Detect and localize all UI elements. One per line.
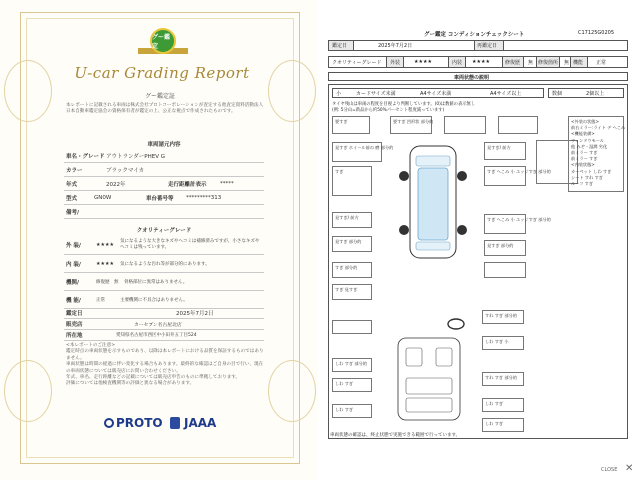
damage-box bbox=[332, 166, 372, 196]
document-id: C17125G0205 bbox=[578, 30, 614, 36]
notes-header: <本レポートのご注意> bbox=[66, 343, 116, 348]
table-row bbox=[64, 274, 264, 291]
damage-note: すぎ 部分的 bbox=[335, 265, 358, 270]
proto-logo: PROTO bbox=[116, 416, 163, 430]
certificate-title: U-car Grading Report bbox=[74, 64, 250, 82]
damage-note: すぎ bbox=[335, 169, 344, 174]
note-item: 鑑定時点の車両状態を示すものであり、以降は本レポートにおける品質を保証するものではありません。 bbox=[66, 349, 264, 361]
damage-box bbox=[484, 142, 526, 160]
row-value: GN0W bbox=[94, 195, 112, 201]
damage-note: しわ すぎ 部分的 bbox=[335, 361, 367, 366]
row-value: 気になるような大きなキズやヘコミは補修済みですが、小さなキズやヘコミは残っています。 bbox=[120, 239, 260, 250]
row-value: ブラックマイカ bbox=[106, 168, 145, 174]
table-row bbox=[64, 164, 264, 177]
damage-box bbox=[484, 262, 526, 278]
proto-logo-icon bbox=[104, 418, 114, 428]
row-label: 鑑定日 bbox=[66, 311, 83, 317]
row-label: 車名・グレード bbox=[66, 154, 105, 160]
row-label: 所在地 bbox=[66, 333, 83, 339]
damage-note: 見すぎ 部分的 bbox=[487, 243, 514, 248]
row-value: 骨格部位に異常はありません。 bbox=[124, 280, 188, 285]
damage-box bbox=[482, 310, 524, 324]
repaired-label: 修復箇所 bbox=[538, 60, 559, 66]
row-value: 愛知県名古屋市西区中小田井五丁目524 bbox=[116, 333, 197, 338]
certificate-intro: 本レポートに記載される車両は株式会社プロトコーポレーションが査定する他査定資料活動法人日本自動車鑑定協会の資格保有者が鑑定の上、公正な視点で作成されたものです。 bbox=[66, 103, 264, 115]
exterior-stars: ★★★★ bbox=[96, 242, 114, 248]
damage-note: しわ すぎ bbox=[485, 401, 504, 406]
grading-certificate bbox=[0, 0, 318, 480]
row-value: *********313 bbox=[186, 195, 222, 201]
damage-box bbox=[498, 116, 538, 134]
row-value: 2022年 bbox=[106, 182, 126, 188]
quality-label: クオリティーグレード bbox=[332, 60, 382, 66]
row-label: 外 装/ bbox=[66, 243, 81, 249]
row-value: 主要機関に不具合はありません。 bbox=[120, 298, 188, 303]
vehicle-section-title: 車両諸元内容 bbox=[147, 142, 181, 148]
size-card: カードサイズ未満 bbox=[356, 91, 396, 97]
side-notes-box bbox=[568, 116, 624, 192]
damage-note: 要すぎ 凹形状 部分的 bbox=[393, 119, 434, 124]
side-notes: <外装の状態> 前右ミラー:ライト デ へこみ <機能装備> ウィンドウモール 他 みぞ・湿潤 劣化 前ミラー すぎ 前ミラー すぎ <内装状態> カーペット しわ すぎ シート すれ すぎ ルーフ すぎ bbox=[571, 119, 626, 187]
certificate-notes bbox=[66, 343, 264, 388]
damage-box bbox=[332, 378, 372, 392]
badge-text: グー鑑定 bbox=[152, 34, 171, 50]
steering-wheel-icon bbox=[446, 318, 466, 330]
row-label: 機 能/ bbox=[66, 298, 81, 304]
damage-note: すぎ へこみ 小 エッジすぎ 部分的 bbox=[487, 217, 551, 222]
damage-note: 見すぎ/ 前方 bbox=[335, 215, 359, 220]
row-value: 修復歴 bbox=[96, 280, 110, 285]
count-label: 数個 bbox=[552, 91, 563, 97]
table-row bbox=[64, 256, 264, 273]
damage-box bbox=[390, 116, 432, 134]
ornament bbox=[4, 60, 52, 122]
explain-title: 車両状態の説明 bbox=[454, 75, 490, 81]
damage-note: 見すぎ ホイール前の 磨 部分的 bbox=[335, 145, 394, 150]
damage-box bbox=[482, 372, 524, 386]
table-row bbox=[64, 192, 264, 205]
row-label: 機関/ bbox=[66, 280, 80, 286]
row-value: 正常 bbox=[96, 298, 105, 303]
repair-value: 無 bbox=[528, 60, 534, 66]
date-label: 鑑定日 bbox=[332, 43, 348, 49]
condition-check-sheet bbox=[324, 0, 640, 480]
exterior-stars: ★★★★ bbox=[414, 59, 432, 65]
sheet-footer: 車両状態の確認は、終止状態で実施できる範囲で行っています。 bbox=[330, 433, 461, 438]
ornament bbox=[268, 360, 316, 422]
interior-stars: ★★★★ bbox=[472, 59, 490, 65]
damage-note: 要すぎ bbox=[335, 119, 348, 124]
table-row bbox=[64, 308, 264, 319]
damage-note: すれ すぎ 部分的 bbox=[485, 375, 517, 380]
reexam-label: 再鑑定日 bbox=[477, 43, 498, 49]
damage-box bbox=[332, 116, 370, 134]
damage-note: しわ すぎ bbox=[335, 407, 354, 412]
row-label: 販売店 bbox=[66, 322, 83, 328]
row-value: ***** bbox=[220, 181, 234, 187]
row-label: 車台番号等 bbox=[146, 196, 174, 202]
repaired-value: 無 bbox=[564, 60, 570, 66]
ornament bbox=[4, 360, 52, 422]
repair-label: 修復歴 bbox=[505, 60, 521, 66]
row-label: 年式 bbox=[66, 182, 78, 188]
damage-note: すぎ へこみ 小 エッジすぎ 部分的 bbox=[487, 169, 551, 174]
damage-box bbox=[332, 142, 394, 162]
row-label: 内 装/ bbox=[66, 262, 81, 268]
certificate-subtitle: グー鑑定証 bbox=[144, 93, 175, 100]
row-label: カラー bbox=[66, 168, 83, 174]
damage-box bbox=[484, 240, 526, 256]
damage-box bbox=[332, 236, 372, 252]
damage-box bbox=[484, 214, 551, 234]
damage-box bbox=[332, 212, 372, 228]
row-label: 備考/ bbox=[66, 210, 80, 216]
car-top-view-icon bbox=[388, 138, 478, 268]
table-row bbox=[64, 150, 264, 163]
damage-box bbox=[332, 284, 372, 300]
damage-box bbox=[332, 404, 372, 418]
row-value: 2025年7月2日 bbox=[176, 311, 214, 317]
note-item: 年式、車名、走行距離などの記載については販売店申告のものに準拠しております。 bbox=[66, 375, 241, 381]
damage-box bbox=[332, 358, 372, 372]
damage-box bbox=[484, 166, 551, 186]
damage-box bbox=[482, 398, 524, 412]
sheet-title: グー鑑定 コンディションチェックシート bbox=[424, 32, 525, 38]
size-small: 小 bbox=[336, 91, 342, 97]
count-value: 2個以上 bbox=[586, 91, 605, 97]
jaaa-logo-icon bbox=[170, 417, 180, 429]
damage-note: しわ すぎ 小 bbox=[485, 339, 509, 344]
date-value: 2025年7月2日 bbox=[378, 43, 413, 49]
row-value: アウトランダーPHEV G bbox=[106, 154, 165, 160]
table-row bbox=[64, 178, 264, 191]
exterior-label: 外装 bbox=[390, 60, 401, 66]
goo-badge-icon bbox=[150, 28, 176, 54]
note-item: 車両状態は時間の経過に伴い変化する場合もあります。最終的な確認はご自身の目で行い、現在の車両状態については販売店にお問い合わせください。 bbox=[66, 362, 264, 374]
table-row bbox=[64, 206, 264, 219]
note-item: 評価については他検査機関等の評価と異なる場合があります。 bbox=[66, 381, 195, 387]
damage-box bbox=[482, 336, 524, 350]
damage-note: しわ すぎ bbox=[335, 381, 354, 386]
interior-label: 内装 bbox=[452, 60, 463, 66]
close-icon[interactable]: ✕ bbox=[625, 463, 634, 474]
damage-box bbox=[332, 320, 372, 334]
row-value: カーセブン名古屋北店 bbox=[134, 322, 182, 328]
table-row bbox=[64, 292, 264, 309]
row-value: 気になるような汚れ等が部分的にあります。 bbox=[120, 262, 210, 267]
damage-box bbox=[332, 262, 372, 278]
interior-stars: ★★★★ bbox=[96, 261, 114, 267]
function-label: 機能 bbox=[573, 60, 584, 66]
damage-note: すぎ 見すぎ bbox=[335, 287, 358, 292]
legend-note: タイヤ残山は車両の程度を目視より判断しています。(0)は数値の表示無し bbox=[332, 102, 476, 107]
function-value: 正常 bbox=[596, 60, 607, 66]
table-row bbox=[64, 319, 264, 330]
damage-box bbox=[482, 418, 524, 432]
table-row bbox=[64, 330, 264, 341]
row-label: 走行距離計表示 bbox=[168, 182, 207, 188]
size-a4-over: A4サイズ以上 bbox=[490, 91, 522, 97]
quality-section-title: クオリティーグレード bbox=[136, 228, 192, 234]
damage-note: 見すぎ/ 前方 bbox=[487, 145, 511, 150]
damage-note: 見すぎ 部分的 bbox=[335, 239, 362, 244]
size-a4: A4サイズ未満 bbox=[420, 91, 452, 97]
damage-note: しわ すぎ bbox=[485, 421, 504, 426]
car-interior-icon bbox=[384, 334, 474, 424]
row-value: 無 bbox=[114, 280, 119, 285]
ornament bbox=[268, 60, 316, 122]
table-row bbox=[64, 236, 264, 255]
row-label: 型式 bbox=[66, 196, 78, 202]
close-label[interactable]: CLOSE bbox=[601, 467, 618, 473]
damage-note: すれ すぎ 部分的 bbox=[485, 313, 517, 318]
jaaa-logo: JAAA bbox=[184, 416, 217, 430]
legend-note: (例: 5分山=新品から約50%パーセント程度減っています) bbox=[332, 108, 445, 113]
damage-box bbox=[444, 116, 486, 134]
